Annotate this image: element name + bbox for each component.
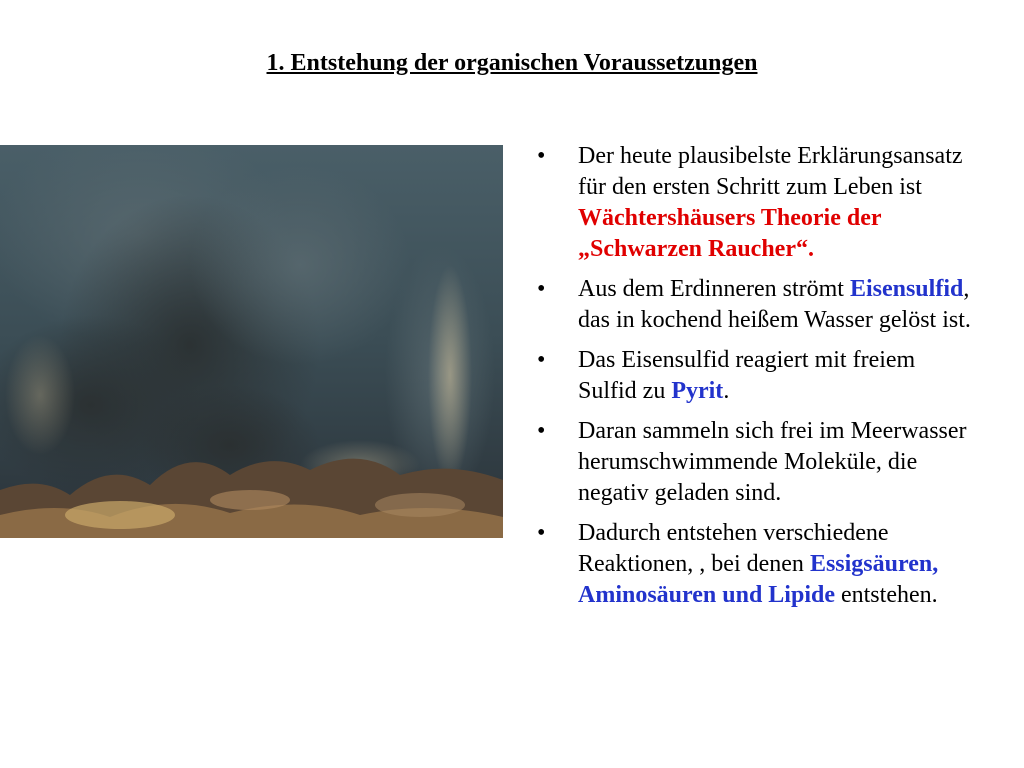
highlight-pyrit: Pyrit: [671, 378, 724, 404]
black-smoker-photo: [0, 145, 503, 538]
bullet-item: • Daran sammeln sich frei im Meerwasser herumschwimmende Moleküle, die negativ geladen sind.: [537, 418, 967, 506]
bullet-item: • Das Eisensulfid reagiert mit freiem Sulfid zu Pyrit.: [537, 347, 916, 404]
bullet-dot: •: [537, 520, 546, 546]
bullet-item: • Aus dem Erdinneren strömt Eisensulfid, das in kochend heißem Wasser gelöst ist.: [537, 276, 971, 333]
bullet-dot: •: [537, 143, 546, 169]
bullet-dot: •: [537, 418, 546, 444]
highlight-eisensulfid: Eisensulfid: [849, 276, 964, 302]
highlight-theory: Wächtershäusers Theorie der „Schwarzen Raucher“.: [578, 205, 882, 262]
slide-title: 1. Entstehung der organischen Voraussetzungen: [266, 50, 758, 76]
bullet-item: • Der heute plausibelste Erklärungsansatz für den ersten Schritt zum Leben ist Wächtershäusers Theorie der „Schwarzen Raucher“.: [537, 143, 963, 262]
bullet-dot: •: [537, 347, 546, 373]
bullet-item: • Dadurch entstehen verschiedene Reaktionen, , bei denen Essigsäuren, Aminosäuren und Lipide entstehen.: [537, 520, 939, 608]
bullet-dot: •: [537, 276, 546, 302]
bullet-list: [537, 141, 977, 620]
highlight-products: Essigsäuren, Aminosäuren und Lipide: [578, 551, 939, 608]
